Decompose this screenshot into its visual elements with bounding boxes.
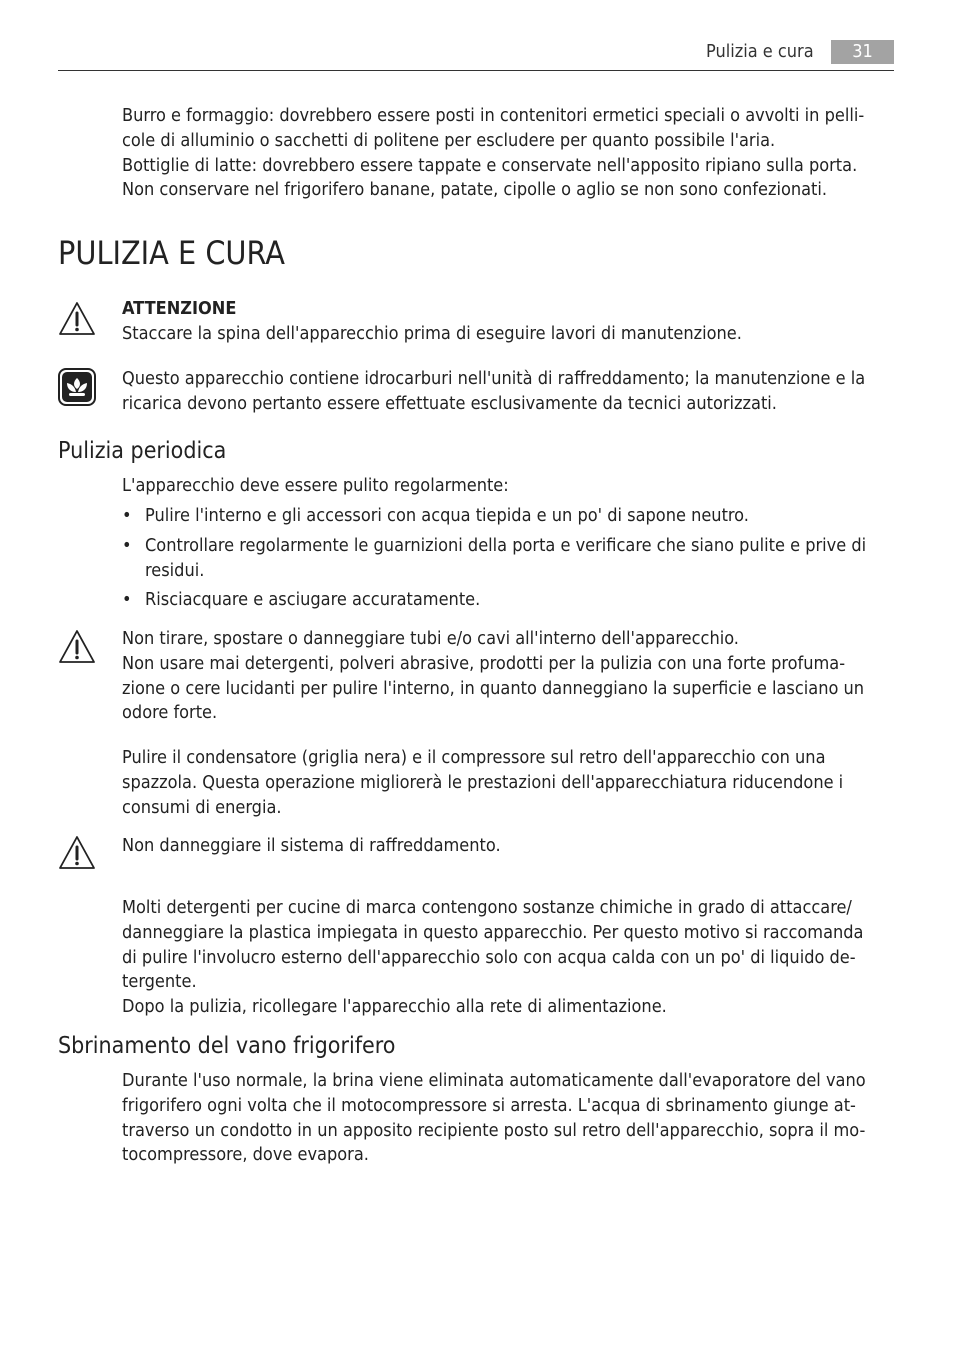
text-line: Pulire il condensatore (griglia nera) e il compressore sul retro dell'apparecchio con una — [122, 747, 826, 768]
intro-paragraph — [122, 104, 894, 203]
text-line: Bottiglie di latte: dovrebbero essere tappate e conservate nell'apposito ripiano sulla porta. — [122, 154, 858, 176]
text-line: Molti detergenti per cucine di marca contengono sostanze chimiche in grado di attaccare/ — [122, 897, 852, 918]
text-line: Non conservare nel frigorifero banane, patate, cipolle o aglio se non sono confezionati. — [122, 179, 828, 201]
environment-note — [122, 367, 894, 417]
page-number: 31 — [831, 40, 894, 64]
periodic-intro: L'apparecchio deve essere pulito regolarmente: — [122, 475, 509, 496]
running-header-title: Pulizia e cura — [706, 41, 814, 62]
text-line: Risciacquare e asciugare accuratamente. — [145, 589, 481, 611]
text-line: tocompressore, dove evapora. — [122, 1144, 369, 1166]
list-item — [122, 588, 894, 613]
warning-triangle-icon — [57, 628, 97, 666]
text-line: odore forte. — [122, 702, 218, 724]
heading-periodic-cleaning: Pulizia periodica — [58, 438, 227, 464]
text-line: Non tirare, spostare o danneggiare tubi e/o cavi all'interno dell'apparecchio. — [122, 628, 739, 649]
text-line: traverso un condotto in un apposito recipiente posto sul retro dell'apparecchio, sopra il mo- — [122, 1119, 866, 1141]
list-item — [122, 534, 894, 584]
text-line: Non usare mai detergenti, polveri abrasive, prodotti per la pulizia con una forte profuma- — [122, 652, 846, 674]
header-divider — [58, 70, 894, 71]
warning-cooling-system: Non danneggiare il sistema di raffreddamento. — [122, 835, 501, 856]
detergents-paragraph — [122, 896, 894, 1020]
text-line: Questo apparecchio contiene idrocarburi nell'unità di raffreddamento; la manutenzione e la — [122, 368, 866, 389]
text-line: residui. — [145, 559, 205, 581]
text-line: frigorifero ogni volta che il motocompressore si arresta. L'acqua di sbrinamento giunge at- — [122, 1094, 856, 1116]
text-line: Durante l'uso normale, la brina viene eliminata automaticamente dall'evaporatore del vano — [122, 1070, 866, 1091]
environment-icon — [57, 368, 97, 406]
warning-title: ATTENZIONE — [122, 298, 237, 319]
text-line: spazzola. Questa operazione migliorerà le prestazioni dell'apparecchiatura riducendone i — [122, 771, 844, 793]
warning-pipes-detergents — [122, 627, 894, 726]
condenser-paragraph — [122, 746, 894, 820]
section-title: PULIZIA E CURA — [58, 234, 285, 272]
list-item — [122, 504, 894, 529]
text-line: consumi di energia. — [122, 796, 282, 818]
text-line: ricarica devono pertanto essere effettuate esclusivamente da tecnici autorizzati. — [122, 392, 777, 414]
defrost-paragraph — [122, 1069, 894, 1168]
text-line: zione o cere lucidanti per pulire l'interno, in quanto danneggiano la superficie e lasciano un — [122, 677, 865, 699]
text-line: cole di alluminio o sacchetti di politene per escludere per quanto possibile l'aria. — [122, 129, 776, 151]
text-line: Burro e formaggio: dovrebbero essere posti in contenitori ermetici speciali o avvolti in pelli- — [122, 105, 865, 126]
warning-attenzione — [122, 297, 894, 347]
heading-defrost: Sbrinamento del vano frigorifero — [58, 1033, 396, 1059]
text-line: Pulire l'interno e gli accessori con acqua tiepida e un po' di sapone neutro. — [145, 505, 749, 526]
periodic-bullet-list — [122, 504, 894, 618]
text-line: Controllare regolarmente le guarnizioni della porta e verificare che siano pulite e prive di — [145, 534, 867, 556]
text-line: danneggiare la plastica impiegata in questo apparecchio. Per questo motivo si raccomanda — [122, 921, 864, 943]
warning-triangle-icon — [57, 300, 97, 338]
warning-triangle-icon — [57, 834, 97, 872]
text-line: Dopo la pulizia, ricollegare l'apparecchio alla rete di alimentazione. — [122, 996, 667, 1018]
warning-text: Staccare la spina dell'apparecchio prima di eseguire lavori di manutenzione. — [122, 322, 742, 344]
text-line: di pulire l'involucro esterno dell'apparecchio solo con acqua calda con un po' di liquido de- — [122, 946, 856, 968]
text-line: tergente. — [122, 971, 197, 993]
